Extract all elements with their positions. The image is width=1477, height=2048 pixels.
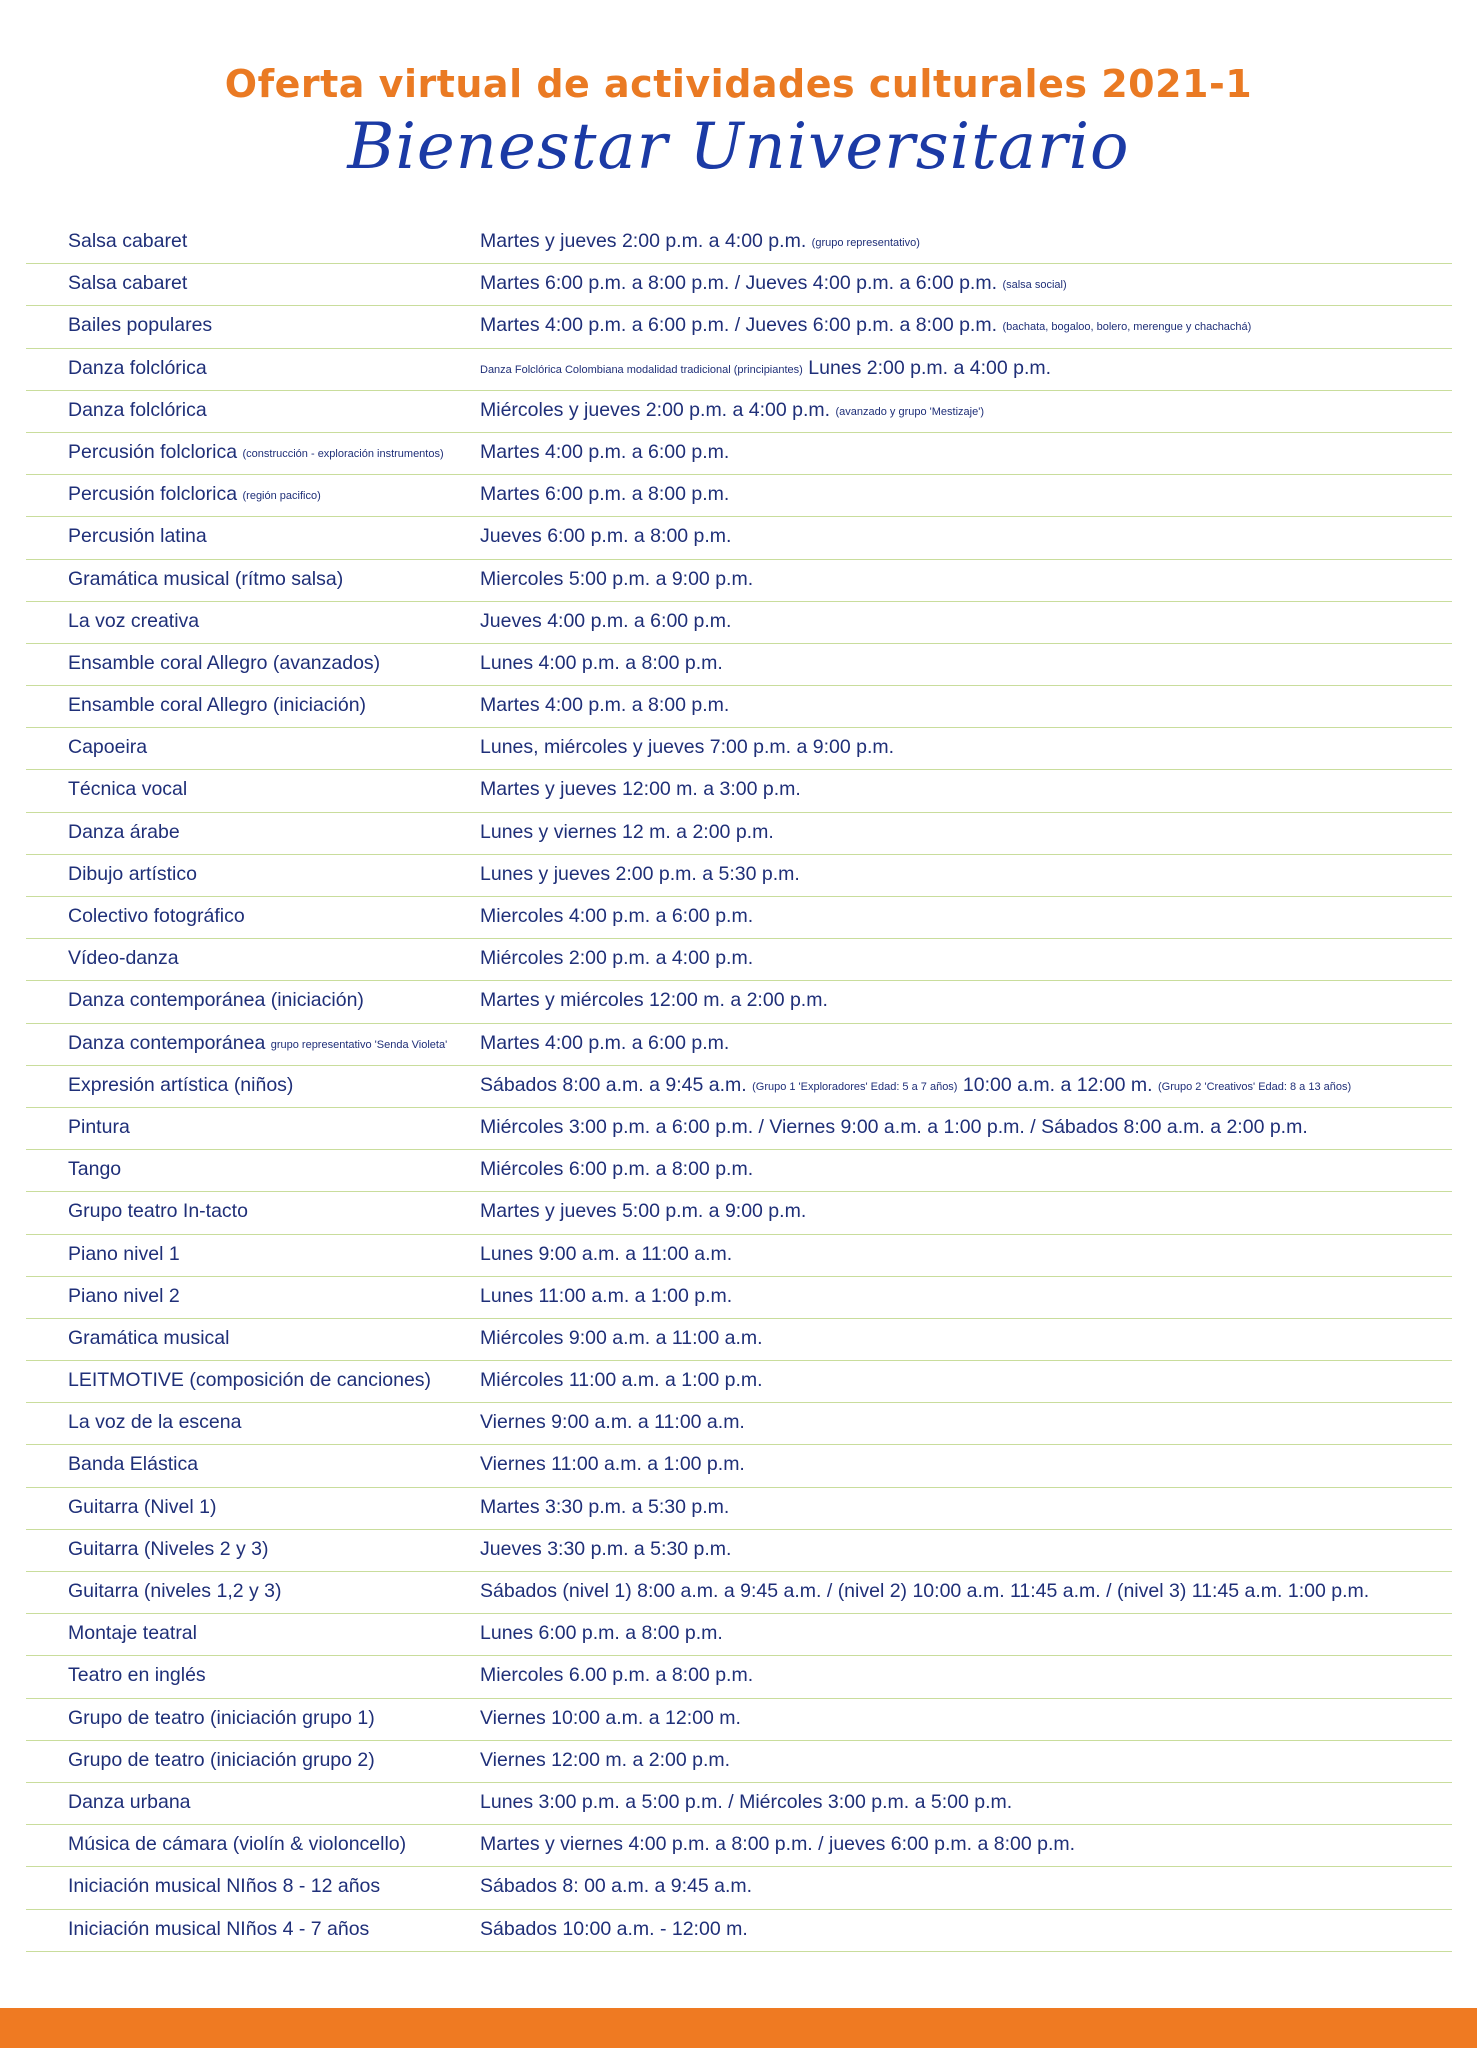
activity-name	[68, 399, 488, 422]
activity-name-text: Gramática musical (rítmo salsa)	[68, 567, 344, 590]
activity-name	[68, 1285, 488, 1308]
activity-schedule	[480, 357, 1440, 380]
activity-name	[68, 525, 488, 548]
activity-schedule	[480, 1285, 1440, 1308]
table-row	[26, 770, 1452, 812]
activity-name-text: Guitarra (Niveles 2 y 3)	[68, 1537, 269, 1560]
schedule-text: Lunes 3:00 p.m. a 5:00 p.m. / Miércoles 3:00 p.m. a 5:00 p.m.	[480, 1790, 1013, 1813]
activity-name-text: Vídeo-danza	[68, 947, 179, 970]
activity-schedule	[480, 230, 1440, 253]
table-row	[26, 686, 1452, 728]
activity-name	[68, 1622, 488, 1645]
activity-schedule	[480, 863, 1440, 886]
activity-schedule	[480, 694, 1440, 717]
activity-schedule	[480, 1580, 1440, 1603]
activity-name	[68, 1200, 488, 1223]
activity-name-text: Ensamble coral Allegro (iniciación)	[68, 694, 367, 717]
activity-schedule	[480, 905, 1440, 928]
activity-name-note: grupo representativo 'Senda Violeta'	[270, 1038, 448, 1051]
activity-name	[68, 778, 488, 801]
activity-schedule	[480, 989, 1440, 1012]
activity-name	[68, 1032, 488, 1055]
activity-schedule	[480, 947, 1440, 970]
schedule-text: Sábados 8: 00 a.m. a 9:45 a.m.	[480, 1875, 753, 1898]
table-row	[26, 1699, 1452, 1741]
activity-name-text: Percusión folclorica	[68, 440, 238, 463]
activity-name-text: Iniciación musical NIños 4 - 7 años	[68, 1917, 370, 1940]
activity-schedule	[480, 399, 1440, 422]
activity-name-text: Gramática musical	[68, 1326, 230, 1349]
activity-name-text: Capoeira	[68, 736, 148, 759]
activity-schedule	[480, 1538, 1440, 1561]
activity-schedule	[480, 272, 1440, 295]
activity-name-text: Danza árabe	[68, 820, 180, 843]
activity-name-text: Grupo teatro In-tacto	[68, 1200, 248, 1223]
activity-name	[68, 1116, 488, 1139]
activity-name	[68, 357, 488, 380]
activity-name-text: Montaje teatral	[68, 1622, 197, 1645]
activity-name	[68, 1538, 488, 1561]
activity-name-text: Técnica vocal	[68, 778, 188, 801]
schedule-note: (salsa social)	[1002, 279, 1067, 292]
activity-name	[68, 736, 488, 759]
activity-name	[68, 1749, 488, 1772]
footer-bar	[0, 2008, 1477, 2048]
schedule-note: (bachata, bogaloo, bolero, merengue y chachachá)	[1002, 321, 1252, 334]
activity-name	[68, 694, 488, 717]
table-row	[26, 1192, 1452, 1234]
table-row	[26, 602, 1452, 644]
activity-name-text: Guitarra (niveles 1,2 y 3)	[68, 1580, 282, 1602]
activity-name	[68, 1327, 488, 1350]
activity-name-text: Música de cámara (violín & violoncello)	[68, 1833, 407, 1856]
schedule-text: Martes 6:00 p.m. a 8:00 p.m. / Jueves 4:00 p.m. a 6:00 p.m.	[480, 272, 998, 295]
table-row	[26, 560, 1452, 602]
activity-name-text: Grupo de teatro (iniciación grupo 2)	[68, 1748, 375, 1771]
activity-name	[68, 1707, 488, 1730]
activity-name-text: Pintura	[68, 1115, 130, 1138]
table-row	[26, 1361, 1452, 1403]
schedule-text: Sábados 8:00 a.m. a 9:45 a.m.	[480, 1073, 747, 1096]
activity-name	[68, 272, 488, 295]
activity-schedule	[480, 1622, 1440, 1645]
page-subtitle: Bienestar Universitario	[347, 110, 1130, 184]
schedule-text: Martes 4:00 p.m. a 6:00 p.m.	[480, 1031, 730, 1054]
activity-schedule	[480, 1243, 1440, 1266]
schedule-text: Martes 4:00 p.m. a 8:00 p.m.	[480, 694, 730, 717]
activity-name-text: Danza folclórica	[68, 356, 207, 379]
activity-name	[68, 1791, 488, 1814]
table-row	[26, 813, 1452, 855]
table-row	[26, 1488, 1452, 1530]
activity-name-text: Ensamble coral Allegro (avanzados)	[68, 651, 381, 674]
table-row	[26, 1277, 1452, 1319]
activity-schedule	[480, 1496, 1440, 1519]
activity-name	[68, 1875, 488, 1898]
activity-name	[68, 441, 488, 464]
activity-name	[68, 1833, 488, 1856]
activity-schedule	[480, 1918, 1440, 1941]
activity-name	[68, 1453, 488, 1476]
schedule-text: Jueves 6:00 p.m. a 8:00 p.m.	[480, 525, 732, 548]
table-row	[26, 1783, 1452, 1825]
table-row	[26, 1445, 1452, 1487]
activity-schedule	[480, 1032, 1440, 1055]
schedule-text: Martes y jueves 2:00 p.m. a 4:00 p.m.	[480, 230, 807, 252]
table-row	[26, 1741, 1452, 1783]
schedule-text: Miércoles y jueves 2:00 p.m. a 4:00 p.m.	[480, 398, 831, 421]
table-row	[26, 475, 1452, 517]
schedule-text: Lunes 2:00 p.m. a 4:00 p.m.	[808, 356, 1052, 379]
schedule-note-2: (Grupo 2 'Creativos' Edad: 8 a 13 años)	[1158, 1080, 1352, 1093]
activity-name	[68, 1411, 488, 1434]
schedule-text: Martes 3:30 p.m. a 5:30 p.m.	[480, 1495, 730, 1518]
table-row	[26, 517, 1452, 559]
table-row	[26, 981, 1452, 1023]
activity-schedule	[480, 1369, 1440, 1392]
activity-name-text: Danza contemporánea (iniciación)	[68, 989, 364, 1012]
activity-name-text: La voz creativa	[68, 609, 200, 632]
schedule-text: Miercoles 5:00 p.m. a 9:00 p.m.	[480, 567, 754, 590]
activity-schedule	[480, 1707, 1440, 1730]
table-row	[26, 1614, 1452, 1656]
activity-schedule	[480, 483, 1440, 506]
activity-schedule	[480, 1791, 1440, 1814]
activity-name	[68, 863, 488, 886]
activity-schedule	[480, 525, 1440, 548]
schedule-text: Lunes 4:00 p.m. a 8:00 p.m.	[480, 651, 723, 674]
schedule-text: Martes y viernes 4:00 p.m. a 8:00 p.m. / jueves 6:00 p.m. a 8:00 p.m.	[480, 1833, 1076, 1856]
activity-name-text: Guitarra (Nivel 1)	[68, 1495, 217, 1518]
activity-schedule	[480, 1875, 1440, 1898]
table-row	[26, 391, 1452, 433]
activity-schedule	[480, 1074, 1440, 1097]
activity-name	[68, 1243, 488, 1266]
page-header	[0, 0, 1477, 210]
table-row	[26, 1108, 1452, 1150]
schedule-table	[26, 222, 1452, 1952]
schedule-text: Miercoles 4:00 p.m. a 6:00 p.m.	[480, 905, 754, 927]
table-row	[26, 1656, 1452, 1698]
activity-name-text: Percusión folclorica	[68, 483, 238, 506]
schedule-text: Miércoles 3:00 p.m. a 6:00 p.m. / Viernes 9:00 a.m. a 1:00 p.m. / Sábados 8:00 a.m. a 2:00 p.m.	[480, 1115, 1308, 1138]
activity-name-text: Danza urbana	[68, 1790, 191, 1813]
table-row	[26, 1403, 1452, 1445]
schedule-text: Sábados 10:00 a.m. - 12:00 m.	[480, 1917, 748, 1940]
activity-name	[68, 989, 488, 1012]
activity-name-text: Piano nivel 1	[68, 1242, 180, 1265]
schedule-text: Martes 4:00 p.m. a 6:00 p.m. / Jueves 6:00 p.m. a 8:00 p.m.	[480, 314, 998, 337]
activity-name-text: Iniciación musical NIños 8 - 12 años	[68, 1875, 381, 1898]
schedule-prefix: Danza Folclórica Colombiana modalidad tradicional (principiantes)	[480, 363, 803, 376]
activity-name	[68, 1580, 488, 1603]
activity-name-text: Banda Elástica	[68, 1453, 199, 1476]
schedule-text: Lunes, miércoles y jueves 7:00 p.m. a 9:00 p.m.	[480, 736, 895, 759]
schedule-text: Viernes 12:00 m. a 2:00 p.m.	[480, 1748, 731, 1771]
activity-name-text: Percusión latina	[68, 525, 207, 548]
table-row	[26, 728, 1452, 770]
table-row	[26, 349, 1452, 391]
table-row	[26, 264, 1452, 306]
activity-name	[68, 314, 488, 337]
activity-name-text: Danza contemporánea	[68, 1031, 266, 1054]
table-row	[26, 1150, 1452, 1192]
table-row	[26, 1867, 1452, 1909]
schedule-text: Lunes 6:00 p.m. a 8:00 p.m.	[480, 1622, 723, 1645]
activity-schedule	[480, 1833, 1440, 1856]
table-row	[26, 897, 1452, 939]
activity-schedule	[480, 1411, 1440, 1434]
activity-name-text: Teatro en inglés	[68, 1664, 206, 1687]
table-row	[26, 1235, 1452, 1277]
activity-name	[68, 821, 488, 844]
table-row	[26, 222, 1452, 264]
schedule-text: Viernes 10:00 a.m. a 12:00 m.	[480, 1706, 741, 1729]
activity-name	[68, 1369, 488, 1392]
schedule-text-2: 10:00 a.m. a 12:00 m.	[962, 1073, 1153, 1096]
table-row	[26, 939, 1452, 981]
schedule-text: Martes y jueves 5:00 p.m. a 9:00 p.m.	[480, 1200, 807, 1223]
schedule-text: Lunes 9:00 a.m. a 11:00 a.m.	[480, 1242, 733, 1265]
schedule-text: Miércoles 2:00 p.m. a 4:00 p.m.	[480, 947, 754, 970]
schedule-text: Viernes 11:00 a.m. a 1:00 p.m.	[480, 1453, 745, 1476]
table-row	[26, 306, 1452, 348]
activity-name	[68, 610, 488, 633]
activity-name-text: Colectivo fotográfico	[68, 905, 245, 927]
activity-schedule	[480, 1158, 1440, 1181]
schedule-text: Martes y miércoles 12:00 m. a 2:00 p.m.	[480, 989, 828, 1012]
activity-name-text: Tango	[68, 1158, 122, 1181]
activity-name-text: Dibujo artístico	[68, 862, 197, 885]
activity-name-text: Grupo de teatro (iniciación grupo 1)	[68, 1706, 375, 1729]
table-row	[26, 1572, 1452, 1614]
activity-schedule	[480, 1749, 1440, 1772]
activity-name-text: Expresión artística (niños)	[68, 1073, 294, 1096]
activity-schedule	[480, 778, 1440, 801]
table-row	[26, 1024, 1452, 1066]
activity-schedule	[480, 568, 1440, 591]
activity-name	[68, 483, 488, 506]
schedule-text: Miércoles 6:00 p.m. a 8:00 p.m.	[480, 1158, 754, 1181]
schedule-text: Lunes y jueves 2:00 p.m. a 5:30 p.m.	[480, 862, 800, 885]
activity-name	[68, 1496, 488, 1519]
activity-name-text: La voz de la escena	[68, 1411, 242, 1434]
schedule-text: Martes 4:00 p.m. a 6:00 p.m.	[480, 440, 730, 463]
activity-name-text: Salsa cabaret	[68, 272, 188, 295]
activity-name	[68, 905, 488, 928]
activity-schedule	[480, 652, 1440, 675]
table-row	[26, 433, 1452, 475]
activity-schedule	[480, 441, 1440, 464]
activity-schedule	[480, 736, 1440, 759]
schedule-text: Lunes 11:00 a.m. a 1:00 p.m.	[480, 1284, 733, 1307]
schedule-note: (avanzado y grupo 'Mestizaje')	[835, 405, 984, 418]
table-row	[26, 855, 1452, 897]
table-row	[26, 1825, 1452, 1867]
schedule-text: Lunes y viernes 12 m. a 2:00 p.m.	[480, 820, 774, 843]
schedule-note: (grupo representativo)	[811, 237, 920, 249]
activity-schedule	[480, 610, 1440, 633]
activity-name-note: (región pacifico)	[242, 490, 321, 503]
activity-schedule	[480, 821, 1440, 844]
schedule-text: Jueves 4:00 p.m. a 6:00 p.m.	[480, 609, 732, 632]
schedule-text: Martes 6:00 p.m. a 8:00 p.m.	[480, 483, 730, 506]
activity-name	[68, 1074, 488, 1097]
activity-name	[68, 568, 488, 591]
table-row	[26, 1066, 1452, 1108]
activity-name	[68, 1918, 488, 1941]
schedule-text: Miercoles 6.00 p.m. a 8:00 p.m.	[480, 1664, 754, 1687]
activity-name-text: Danza folclórica	[68, 398, 207, 421]
activity-schedule	[480, 1116, 1440, 1139]
table-row	[26, 1530, 1452, 1572]
schedule-text: Viernes 9:00 a.m. a 11:00 a.m.	[480, 1411, 745, 1434]
activity-schedule	[480, 1327, 1440, 1350]
schedule-text: Martes y jueves 12:00 m. a 3:00 p.m.	[480, 778, 801, 801]
schedule-text: Miércoles 9:00 a.m. a 11:00 a.m.	[480, 1326, 763, 1349]
schedule-text: Jueves 3:30 p.m. a 5:30 p.m.	[480, 1537, 732, 1560]
activity-name-note: (construcción - exploración instrumentos)	[242, 447, 444, 460]
activity-name-text: Piano nivel 2	[68, 1284, 180, 1307]
schedule-text: Miércoles 11:00 a.m. a 1:00 p.m.	[480, 1369, 763, 1392]
activity-name	[68, 947, 488, 970]
activity-name	[68, 652, 488, 675]
table-row	[26, 1319, 1452, 1361]
table-row	[26, 644, 1452, 686]
activity-name	[68, 1158, 488, 1181]
activity-name-text: LEITMOTIVE (composición de canciones)	[68, 1369, 432, 1392]
page-title: Oferta virtual de actividades culturales 2021-1	[224, 62, 1253, 106]
activity-name-text: Salsa cabaret	[68, 230, 188, 252]
activity-schedule	[480, 1453, 1440, 1476]
activity-name-text: Bailes populares	[68, 314, 213, 337]
schedule-note: (Grupo 1 'Exploradores' Edad: 5 a 7 años)	[752, 1080, 958, 1093]
table-row	[26, 1910, 1452, 1952]
activity-schedule	[480, 1200, 1440, 1223]
activity-schedule	[480, 314, 1440, 337]
schedule-text: Sábados (nivel 1) 8:00 a.m. a 9:45 a.m. / (nivel 2) 10:00 a.m. 11:45 a.m. / (nivel 3) 11:45 a.m. 1:00 p.m.	[480, 1580, 1370, 1602]
activity-name	[68, 230, 488, 253]
activity-name	[68, 1664, 488, 1687]
activity-schedule	[480, 1664, 1440, 1687]
